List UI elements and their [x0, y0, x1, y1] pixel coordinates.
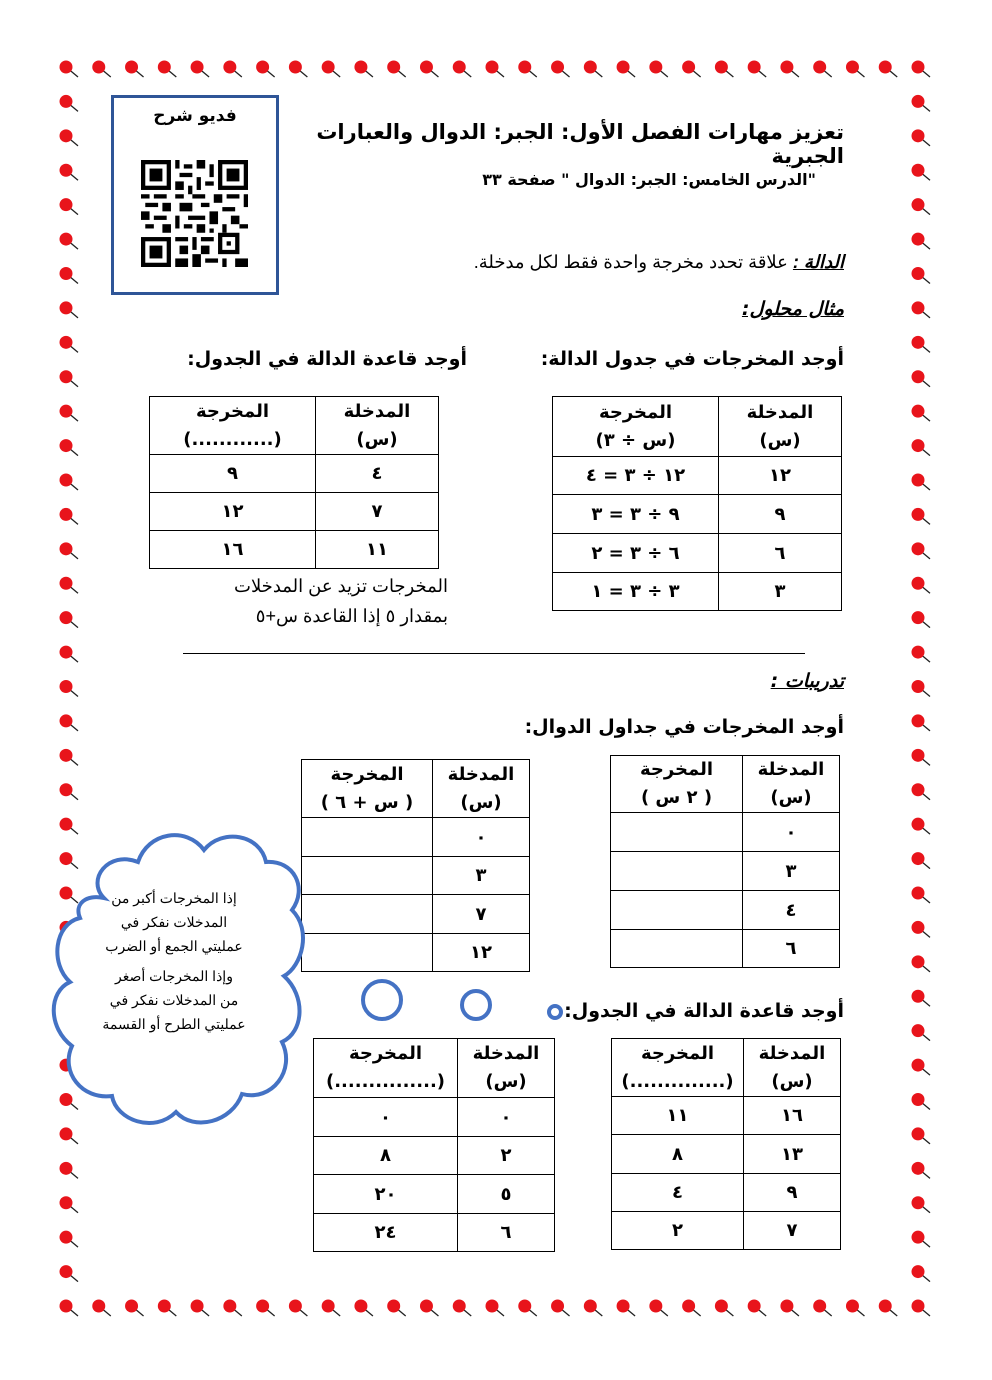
practice-instruction-outputs: أوجد المخرجات في جداول الدوال: [524, 716, 844, 738]
section-divider [183, 653, 805, 654]
border-dot [551, 1300, 570, 1317]
answer-cell[interactable] [611, 930, 743, 968]
table-cell: ٠ [314, 1098, 458, 1137]
border-dot [912, 680, 931, 697]
table-cell: ٩ [744, 1174, 841, 1212]
border-dot [912, 439, 931, 456]
border-dot [879, 1300, 898, 1317]
border-dot [912, 95, 931, 112]
practice-table-2x [610, 755, 840, 968]
border-dot [486, 1300, 505, 1317]
border-dot [912, 1024, 931, 1041]
practice-table-rule-2 [313, 1038, 555, 1252]
practice-table-x-plus-6 [301, 759, 530, 972]
border-dot [780, 61, 799, 78]
border-dot [912, 646, 931, 663]
table-cell: ٦ [743, 930, 840, 968]
answer-cell[interactable] [302, 818, 433, 857]
border-dot [912, 370, 931, 387]
qr-label: فديو شرح [153, 106, 237, 126]
border-dot [60, 336, 79, 353]
table-cell: ١٣ [744, 1135, 841, 1174]
answer-cell[interactable] [302, 934, 433, 972]
border-dot [813, 1300, 832, 1317]
border-dot [60, 1231, 79, 1248]
border-dot [191, 61, 210, 78]
border-dot [912, 164, 931, 181]
border-dot [912, 783, 931, 800]
border-dot [60, 680, 79, 697]
border-dot [912, 267, 931, 284]
border-dot [912, 577, 931, 594]
border-dot [420, 1300, 439, 1317]
border-dot [912, 542, 931, 559]
border-dot [420, 61, 439, 78]
border-dot [60, 61, 79, 78]
header-input: المدخلة (س) [719, 397, 842, 457]
border-dot [617, 1300, 636, 1317]
border-dot [60, 542, 79, 559]
border-dot [125, 61, 144, 78]
border-dot [60, 95, 79, 112]
table-cell: ١١ [612, 1097, 744, 1135]
border-dot [60, 577, 79, 594]
table-cell: ٦ [719, 534, 842, 573]
header-input: المدخلة (س) [316, 397, 439, 455]
border-dot [60, 783, 79, 800]
border-dot [60, 439, 79, 456]
answer-cell[interactable] [611, 813, 743, 852]
table-cell: ٤ [743, 891, 840, 930]
border-dot [912, 508, 931, 525]
border-dot [453, 1300, 472, 1317]
table-cell: ٦ ÷ ٣ = ٢ [553, 534, 719, 573]
border-dot [912, 301, 931, 318]
border-dot [518, 61, 537, 78]
header-output: المخرجة (............) [150, 397, 316, 455]
header-output: المخرجة ( س + ٦ ) [302, 760, 433, 818]
practice-instruction-rule: أوجد قاعدة الدالة في الجدول: [564, 1000, 844, 1022]
table-cell: ٦ [458, 1214, 555, 1252]
border-dot [912, 1265, 931, 1282]
border-dot [780, 1300, 799, 1317]
border-dot [912, 129, 931, 146]
border-dot [387, 61, 406, 78]
border-dot [60, 405, 79, 422]
header-input: المدخلة (س) [458, 1039, 555, 1098]
lesson-subtitle: "الدرس الخامس: الجبر: الدوال " صفحة ٣٣ [482, 170, 816, 189]
border-dot [125, 1300, 144, 1317]
border-dot [60, 646, 79, 663]
answer-cell[interactable] [611, 891, 743, 930]
table-cell: ٩ ÷ ٣ = ٣ [553, 495, 719, 534]
header-input: المدخلة (س) [744, 1039, 841, 1097]
page-title: تعزيز مهارات الفصل الأول: الجبر: الدوال والعبارات الجبرية [316, 120, 844, 168]
border-dot [256, 61, 275, 78]
solved-example-heading: مثال محلول: [741, 298, 844, 320]
border-dot [912, 336, 931, 353]
answer-cell[interactable] [302, 895, 433, 934]
border-dot [912, 1127, 931, 1144]
table-cell: ١٦ [744, 1097, 841, 1135]
border-dot [60, 198, 79, 215]
border-dot [60, 233, 79, 250]
practice-heading: تدريبات : [770, 670, 844, 692]
border-dot [60, 370, 79, 387]
border-dot [682, 1300, 701, 1317]
definition-text: علاقة تحدد مخرجة واحدة فقط لكل مدخلة. [473, 252, 788, 272]
table-cell: ٠ [458, 1098, 555, 1137]
answer-cell[interactable] [302, 857, 433, 895]
answer-cell[interactable] [611, 852, 743, 891]
border-dot [60, 749, 79, 766]
table-cell: ٩ [150, 455, 316, 493]
border-dot [912, 198, 931, 215]
border-dot [60, 164, 79, 181]
border-dot [60, 1162, 79, 1179]
border-dot [354, 61, 373, 78]
border-dot [912, 61, 931, 78]
border-dot [912, 990, 931, 1007]
qr-code-icon[interactable] [141, 160, 248, 267]
border-dot [60, 1196, 79, 1213]
border-dot [649, 61, 668, 78]
border-dot [912, 611, 931, 628]
border-dot [322, 1300, 341, 1317]
border-dot [912, 474, 931, 491]
header-output: المخرجة (س ÷ ٣) [553, 397, 719, 457]
practice-table-rule-1 [611, 1038, 841, 1250]
table-cell: ١٦ [150, 531, 316, 569]
table-cell: ٨ [612, 1135, 744, 1174]
border-dot [453, 61, 472, 78]
border-dot [846, 61, 865, 78]
table-cell: ٥ [458, 1175, 555, 1214]
border-dot [813, 61, 832, 78]
border-dot [912, 1231, 931, 1248]
border-dot [486, 61, 505, 78]
table-cell: ٠ [433, 818, 530, 857]
border-dot [912, 887, 931, 904]
border-dot [912, 749, 931, 766]
border-dot [715, 1300, 734, 1317]
border-dot [912, 1162, 931, 1179]
qr-video-box[interactable] [111, 95, 279, 295]
border-dot [322, 61, 341, 78]
definition-term: الدالة : [792, 252, 844, 272]
solved-note-line1: المخرجات تزيد عن المدخلات [234, 576, 448, 596]
table-cell: ٩ [719, 495, 842, 534]
table-cell: ٠ [743, 813, 840, 852]
border-dot [387, 1300, 406, 1317]
header-input: المدخلة (س) [433, 760, 530, 818]
table-cell: ١٢ ÷ ٣ = ٤ [553, 457, 719, 495]
border-dot [912, 1059, 931, 1076]
table-cell: ٤ [316, 455, 439, 493]
border-dot [912, 714, 931, 731]
border-dot [879, 61, 898, 78]
table-cell: ٢ [612, 1212, 744, 1250]
border-dot [191, 1300, 210, 1317]
border-dot [92, 61, 111, 78]
solved-instruction-outputs: أوجد المخرجات في جدول الدالة: [540, 348, 844, 370]
solved-instruction-rule: أوجد قاعدة الدالة في الجدول: [187, 348, 467, 370]
border-dot [60, 267, 79, 284]
border-dot [912, 955, 931, 972]
table-cell: ٣ [433, 857, 530, 895]
cloud-hint-text: إذا المخرجات أكبر من المدخلات نفكر في عمليتي الجمع أو الضرب وإذا المخرجات أصغر من المدخلات نفكر في عمليتي الطرح أو القسمة [102, 890, 246, 1032]
thought-bubbles [350, 975, 570, 1035]
border-dot [60, 301, 79, 318]
border-dot [682, 61, 701, 78]
header-input: المدخلة (س) [743, 756, 840, 813]
table-cell: ٣ ÷ ٣ = ١ [553, 573, 719, 611]
border-dot [912, 852, 931, 869]
border-dot [60, 611, 79, 628]
border-dot [912, 1300, 931, 1317]
border-dot [912, 1093, 931, 1110]
border-dot [158, 61, 177, 78]
border-dot [223, 1300, 242, 1317]
border-dot [715, 61, 734, 78]
border-dot [60, 508, 79, 525]
solved-table-outputs [552, 396, 842, 611]
border-dot [748, 61, 767, 78]
border-dot [912, 818, 931, 835]
border-dot [551, 61, 570, 78]
border-dot [912, 921, 931, 938]
border-dot [354, 1300, 373, 1317]
border-dot [912, 405, 931, 422]
table-cell: ١٢ [433, 934, 530, 972]
table-cell: ٢ [458, 1137, 555, 1175]
border-dot [60, 474, 79, 491]
table-cell: ٨ [314, 1137, 458, 1175]
border-dot [92, 1300, 111, 1317]
border-dot [912, 1196, 931, 1213]
table-cell: ١٢ [150, 493, 316, 531]
border-dot [584, 61, 603, 78]
border-dot [60, 714, 79, 731]
border-dot [289, 61, 308, 78]
table-cell: ٧ [744, 1212, 841, 1250]
border-dot [223, 61, 242, 78]
border-dot [256, 1300, 275, 1317]
solved-table-rule [149, 396, 439, 569]
border-dot [60, 1265, 79, 1282]
header-output: المخرجة (..............) [612, 1039, 744, 1097]
table-cell: ٢٠ [314, 1175, 458, 1214]
border-dot [748, 1300, 767, 1317]
table-cell: ٧ [433, 895, 530, 934]
table-cell: ١٢ [719, 457, 842, 495]
table-cell: ٣ [743, 852, 840, 891]
table-cell: ٧ [316, 493, 439, 531]
border-dot [617, 61, 636, 78]
border-dot [289, 1300, 308, 1317]
header-output: المخرجة ( ٢ س ) [611, 756, 743, 813]
border-dot [846, 1300, 865, 1317]
table-cell: ٢٤ [314, 1214, 458, 1252]
solved-note-line2: بمقدار ٥ إذا القاعدة س+٥ [255, 606, 448, 626]
table-cell: ١١ [316, 531, 439, 569]
header-output: المخرجة (...............) [314, 1039, 458, 1098]
border-dot [584, 1300, 603, 1317]
border-dot [158, 1300, 177, 1317]
border-dot [649, 1300, 668, 1317]
border-dot [60, 1300, 79, 1317]
border-dot [60, 129, 79, 146]
table-cell: ٣ [719, 573, 842, 611]
border-dot [912, 233, 931, 250]
table-cell: ٤ [612, 1174, 744, 1212]
border-dot [518, 1300, 537, 1317]
definition [284, 252, 844, 273]
